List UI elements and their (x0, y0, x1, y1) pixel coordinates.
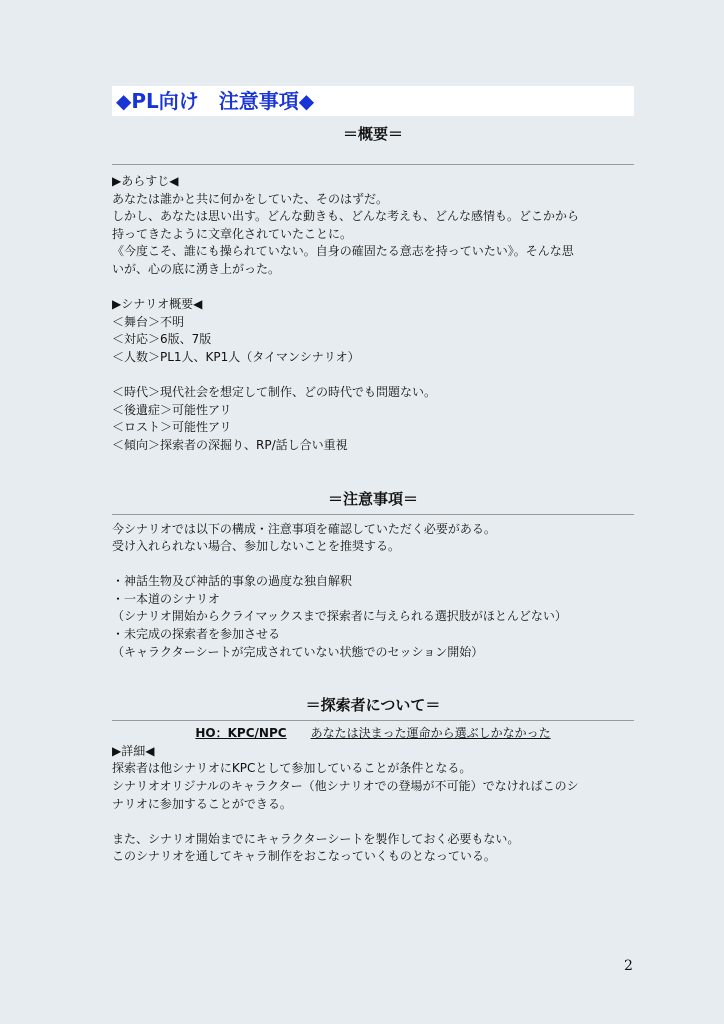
document-title: ◆PL向け 注意事項◆ (112, 86, 634, 116)
cautions-heading: ＝注意事項＝ (327, 489, 418, 508)
overview-line: ＜後遺症＞可能性アリ (112, 402, 232, 417)
cautions-line: 受け入れられない場合、参加しないことを推奨する。 (112, 539, 401, 554)
overview-line: ▶シナリオ概要◀ (112, 297, 203, 312)
investigator-line: ナリオに参加することができる。 (112, 796, 292, 811)
overview-line: 持ってきたように文章化されていたことに。 (112, 226, 353, 241)
overview-line: あなたは誰かと共に何かをしていた、そのはずだ。 (112, 191, 389, 206)
overview-line: ＜人数＞PL1人、KP1人（タイマンシナリオ） (112, 349, 360, 364)
investigator-line: また、シナリオ開始までにキャラクターシートを製作しておく必要もない。 (112, 831, 520, 846)
cautions-line: ・未完成の探索者を参加させる (112, 627, 281, 642)
overview-line: しかし、あなたは思い出す。どんな動きも、どんな考えも、どんな感情も。どこかから (112, 209, 580, 224)
overview-line: ＜舞台＞不明 (112, 314, 185, 329)
overview-heading: ＝概要＝ (342, 125, 403, 143)
investigator-line: 探索者は他シナリオにKPCとして参加していることが条件となる。 (112, 761, 472, 776)
investigator-body (112, 743, 634, 866)
blank-line (112, 279, 634, 297)
cautions-line: （シナリオ開始からクライマックスまで探索者に与えられる選択肢がほとんどない） (112, 609, 567, 624)
blank-line (112, 813, 634, 831)
ho-text: あなたは決まった運命から選ぶしかなかった (310, 726, 551, 741)
investigator-line: シナリオオリジナルのキャラクター（他シナリオでの登場が不可能）でなければこのシ (112, 779, 579, 794)
cautions-line: 今シナリオでは以下の構成・注意事項を確認していただく必要がある。 (112, 521, 496, 536)
overview-line: ＜ロスト＞可能性アリ (112, 420, 232, 435)
overview-line: ＜時代＞現代社会を想定して制作、どの時代でも問題ない。 (112, 385, 437, 400)
overview-line: ＜傾向＞探索者の深掘り、RP/話し合い重視 (112, 437, 348, 452)
overview-body (112, 173, 634, 455)
cautions-line: ・一本道のシナリオ (112, 591, 220, 606)
investigator-line: このシナリオを通してキャラ制作をおこなっていくものとなっている。 (112, 849, 496, 864)
blank-line (112, 367, 634, 385)
investigator-heading: ＝探索者について＝ (305, 696, 441, 715)
ho-label: HO：KPC/NPC (195, 726, 287, 741)
document-page (112, 86, 634, 866)
cautions-line: （キャラクターシートが完成されていない状態でのセッション開始） (112, 644, 484, 659)
cautions-line: ・神話生物及び神話的事象の過度な独自解釈 (112, 574, 353, 589)
overview-line: ▶あらすじ◀ (112, 174, 179, 188)
ho-line (112, 725, 634, 743)
overview-line: いが、心の底に湧き上がった。 (112, 261, 281, 276)
investigator-line: ▶詳細◀ (112, 743, 155, 758)
page-number: 2 (624, 958, 633, 974)
cautions-body (112, 521, 634, 662)
blank-line (112, 556, 634, 574)
overview-line: ＜対応＞6版、7版 (112, 332, 212, 347)
overview-line: 《今度こそ、誰にも操られていない。自身の確固たる意志を持っていたい》。そんな思 (112, 244, 574, 259)
